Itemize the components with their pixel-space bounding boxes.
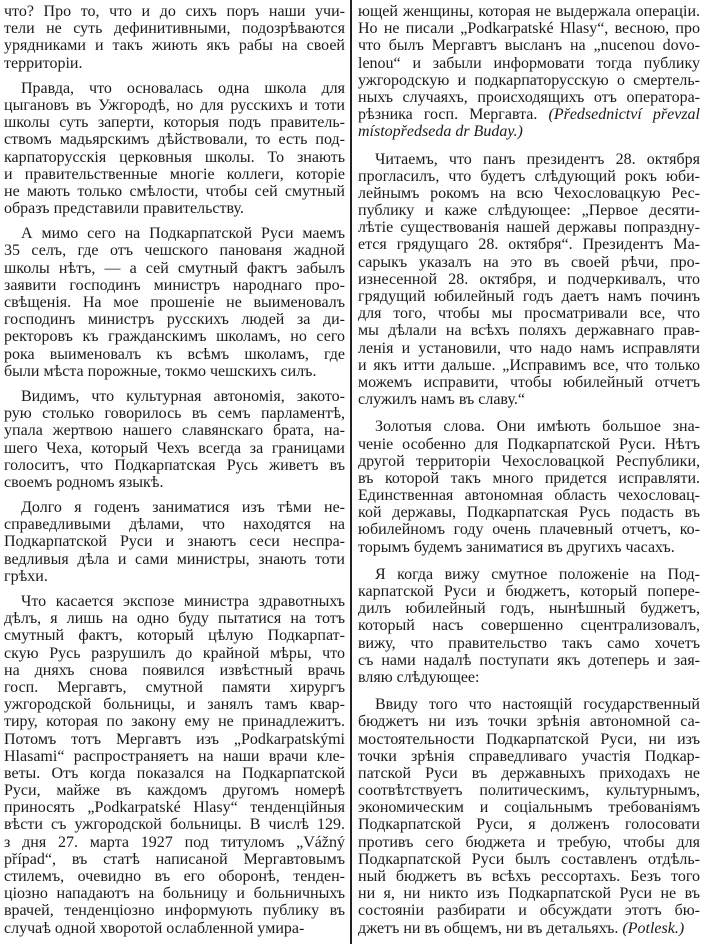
text-line: případ“, въ статѣ написаной Мергавтовымъ [4, 850, 345, 868]
text-line: для того, чтобы мы просматривали все, что [358, 305, 700, 323]
text-line: состояніи разбирати и обсуждати этотъ бю- [358, 902, 700, 920]
text-line: господинъ министръ русскихъ людей за ди- [4, 311, 345, 329]
text-line: бюджетъ ни изъ точки зрѣнія автономной са- [358, 713, 700, 731]
text-line: лейнымъ рокомъ на всю Чехословацкую Рес- [358, 184, 700, 202]
text-line: образъ представили правительству. [4, 200, 244, 218]
text-line: Золотыя слова. Они имѣють большое зна- [375, 418, 700, 436]
text-line: ціозно нападаютъ на больницу и больничныхъ [4, 885, 345, 903]
text-line: кой державы, Подкарпатская Русь подасть въ [358, 504, 700, 522]
text-line: стилемъ, очевидно въ его оборонѣ, тенден- [4, 868, 345, 885]
text-line: Единственная автономная область чехословац- [358, 487, 700, 505]
text-line: ведливыя дѣла и сами министры, знають тоти [4, 550, 345, 568]
text-line: Потомъ тотъ Мергавтъ изъ „Podkarpatskými [4, 730, 345, 748]
text-line: ющей женщины, которая не выдержала операціи. [358, 3, 700, 20]
text-line: скую Русь разрушилъ до крайной мѣры, что [4, 644, 345, 662]
column-divider [350, 0, 352, 944]
text-line: лѣтіе существованія нашей державы попраздну- [358, 219, 700, 237]
text-line: Читаемъ, что панъ президентъ 28. октября [375, 150, 700, 168]
text-line: ленія и установили, что надо намъ исправляти [358, 339, 700, 357]
italic-remark: (Předsednictví převzal [548, 106, 700, 124]
text-line: были мѣста порожные, токмо чешскихъ силъ. [4, 362, 317, 380]
text-line: ствомъ мадьярскимъ дѣйствовали, то есть под- [4, 131, 345, 149]
text-line: шего Чеха, который Чехъ всегда за границами [4, 439, 345, 457]
text-line: карпаторусскія церковныя школы. То знають [4, 148, 345, 166]
text-line: школы нѣтъ, — а сей смутный фактъ забылъ [4, 259, 345, 277]
text-line: ченіе особенно для Подкарпатской Руси. Нѣтъ [358, 435, 700, 453]
text-line: на дняхъ снова появился извѣстный врачь [4, 661, 345, 679]
text-line: Что касается экспозе министра здравотныхъ [21, 593, 345, 610]
text-line: 35 селъ, где отъ чешского панованя жадной [4, 242, 345, 260]
text-line: рую столько говорилось въ семъ парламентѣ, [4, 405, 345, 423]
text-line: Я когда вижу смутное положеніе на Под- [375, 565, 700, 583]
paragraph [4, 225, 345, 380]
text-line: голоситъ, что Подкарпатская Русь живетъ въ [4, 456, 345, 474]
text-line: и правительственные многіе коллеги, которіе [4, 165, 345, 183]
text-line: юбилейномъ году очень плачевный отчетъ, ко- [358, 521, 700, 539]
text-line: соотвѣтствуетъ политическимъ, культурнымъ, [358, 782, 700, 800]
text-line: Но не писали „Podkarpatské Hlasy“, весною, про [358, 20, 700, 38]
text-line: вѣсти съ ужгородской больницы. В числѣ 129. [4, 816, 345, 834]
left-column [4, 3, 345, 945]
text-line: торымъ будемъ заниматися въ другихъ часахъ. [358, 538, 675, 556]
paragraph [4, 593, 345, 937]
text-line [358, 123, 700, 140]
text-line: экономическим и соціальнымъ требованіямъ [358, 799, 700, 817]
text-line: ужгородскую и подкарпаторусскую о смертель- [358, 71, 700, 89]
text-line: ныхъ случаяхъ, происходящихъ отъ оператора- [358, 88, 700, 106]
paragraph [4, 499, 345, 585]
paragraph [358, 566, 700, 686]
text-line: Подкарпатской Руси, я долженъ голосовати [358, 816, 700, 834]
text-line: въ которой такъ много придется исправляти. [358, 469, 700, 487]
text-line: вляю слѣдующее: [358, 668, 480, 686]
paragraph [4, 3, 345, 72]
text-line: Правда, что основалась одна школа для [21, 79, 345, 97]
roman-text: джетъ ни въ общемъ, ни въ детальяхъ. [358, 919, 623, 937]
paragraph [358, 696, 700, 937]
text-line: сарыкъ указалъ на это въ своей рѣчи, про- [358, 253, 700, 271]
text-line: А мимо сего на Подкарпатской Руси маемъ [21, 225, 345, 243]
text-line: тиру, которая по закону ему не принадлежитъ. [4, 713, 345, 731]
text-line: урядниками и такъ жиють якъ рабы на своей [4, 37, 345, 55]
text-line: цыгановъ въ Ужгородѣ, но для русскихъ и тоти [4, 96, 345, 114]
paragraph [358, 151, 700, 409]
text-line: упала жертвою нашего славянскаго брата, на- [4, 422, 345, 440]
text-line: ректоровъ къ гражданскимъ школамъ, но сего [4, 328, 345, 346]
text-line [358, 920, 700, 937]
text-line: грѣхи. [4, 567, 48, 585]
text-line: съ нами надалѣ поступати якъ дотеперь и зая- [358, 651, 700, 669]
text-line: Ввиду того что настоящій государственный [375, 696, 700, 714]
text-line: Hlasami“ распространяетъ на наши врачи кле- [4, 747, 345, 765]
text-line: точки зрѣнія справедливаго участія Подкар- [358, 747, 700, 765]
text-line: ный бюджетъ въ всѣхъ рессортахъ. Безъ того [358, 868, 700, 885]
italic-remark: místopředseda dr Buday.) [358, 123, 523, 141]
text-line: заявити господинъ министръ народнаго про- [4, 276, 345, 294]
text-line: мостоятельности Подкарпатской Руси, ни изъ [358, 730, 700, 748]
text-line: ужгородской больницы, и занялъ тамъ квар- [4, 696, 345, 714]
text-line: что былъ Мергавтъ высланъ на „nucenou dovo- [358, 37, 700, 55]
text-line: врачей, тенденціозно информують публику въ [4, 902, 345, 920]
text-line: грядущий юбилейный годъ даетъ намъ починъ [358, 288, 700, 305]
text-line: не мають только смѣлости, чтобы сей смутный [4, 182, 345, 200]
text-line: можемъ исправити, чтобы юбилейный отчетъ [358, 373, 700, 391]
text-line: справедливыми дѣлами, что находятся на [4, 516, 345, 534]
paragraph [358, 3, 700, 141]
text-line: рока выименовалъ къ всѣмъ школамъ, где [4, 345, 345, 363]
text-line: тели не суть дефинитивными, подозрѣваются [4, 20, 345, 38]
text-line: lenou“ и забыли информовати тогда публику [358, 54, 700, 72]
paragraph [4, 388, 345, 491]
text-line: Подкарпатской Руси и знаютъ сеси неспра- [4, 533, 345, 551]
right-column [358, 3, 700, 947]
paragraph [358, 418, 700, 556]
text-line: дилъ юбилейный годъ, нынѣшный буджетъ, [358, 600, 700, 618]
paragraph [4, 80, 345, 218]
text-line: госп. Мергавтъ, смутной памяти хирургъ [4, 678, 345, 696]
text-line: свѣщенія. На мое прошеніе не выименовалъ [4, 294, 345, 311]
text-line: мы дѣлали на всѣхъ поляхъ державнаго прав- [358, 322, 700, 340]
text-line: противъ сего бюджета и требую, чтобы для [358, 833, 700, 851]
text-line: территоріи. [4, 54, 83, 72]
text-line: своемъ родномъ языкѣ. [4, 473, 164, 491]
text-line: публику и каже слѣдующее: „Первое десяти- [358, 202, 700, 220]
text-line: ется грядущаго 28. октября“. Президентъ Ма- [358, 236, 700, 254]
text-line: смутный фактъ, который цѣлую Подкарпат- [4, 627, 345, 645]
text-line: дѣлъ, я лишь на одно буду пытатися на тотъ [4, 610, 345, 628]
roman-text: рѣзника госп. Мергавта. [358, 106, 549, 124]
text-line: Долго я годенъ заниматися изъ тѣми не- [21, 499, 345, 517]
text-line: веты. Отъ когда показался на Подкарпатской [4, 764, 345, 782]
text-line: з дня 27. марта 1927 под титуломъ „Vážný [4, 833, 345, 851]
text-line: Подкарпатской Руси былъ составленъ отдѣль- [358, 850, 700, 868]
text-line: изнесенной 28. октября, и подчеркивалъ, что [358, 270, 700, 288]
text-line: Руси, майже въ каждомъ другомъ номерѣ [4, 782, 345, 800]
text-line: ни я, ни никто изъ Подкарпатской Руси не въ [358, 885, 700, 903]
text-line: Видимъ, что культурная автономія, закото- [21, 387, 345, 405]
text-line: который насъ совершенно сцентрализовалъ, [358, 617, 700, 635]
text-line: карпатской Руси и бюджетъ, который попере- [358, 583, 700, 600]
text-line: служилъ намъ въ славу.“ [358, 391, 525, 409]
text-line: приносять „Podkarpatské Hlasy“ тенденційныя [4, 799, 345, 817]
text-line: что? Про то, что и до сихъ поръ наши учи- [4, 3, 345, 20]
text-line: и якъ итти дальше. „Исправимъ все, что только [358, 356, 700, 374]
text-line: случаѣ одной хворотой ослабленной умира- [4, 919, 305, 937]
text-line [358, 106, 700, 123]
text-line: прогласилъ, что будетъ слѣдующий рокъ юби- [358, 167, 700, 185]
text-line: патской Руси въ державныхъ приходахъ не [358, 764, 700, 782]
italic-remark: (Potlesk.) [622, 919, 685, 937]
text-line: вижу, что правительство такъ само хочетъ [358, 634, 700, 652]
text-line: другой территоріи Чехословацкой Республики, [358, 452, 700, 470]
text-line: школы суть заперти, которыя подъ правитель- [4, 114, 345, 132]
